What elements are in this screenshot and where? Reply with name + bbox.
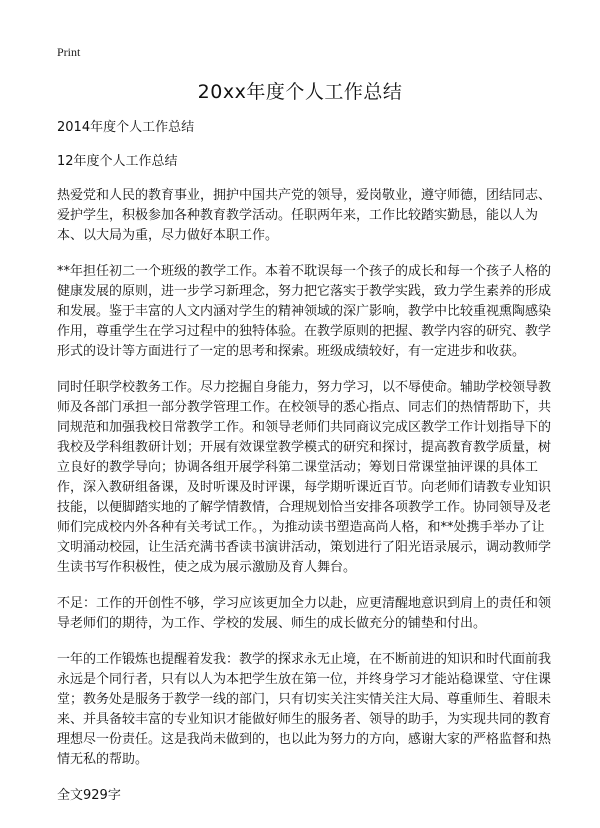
paragraph-shortcomings: 不足：工作的开创性不够，学习应该更加全力以赴，应更清醒地意识到肩上的责任和领导老师们的期待，为工作、学校的发展、师生的成长做充分的铺垫和付出。 <box>57 596 552 631</box>
paragraph-teaching: **年担任初二一个班级的教学工作。本着不耽误每一个孩子的成长和每一个孩子人格的健康发展的原则，进一步学习新理念，努力把它落实于教学实践，致力学生素养的形成和发展。鉴于丰富的人文内涵对学生的精神领域的深广影响，教学中比较重视熏陶感染作用，尊重学生在学习过程中的独特体验。在教学原则的把握、教学内容的研究、教学形式的设计等方面进行了一定的思考和探索。班级成绩较好，有一定进步和收获。 <box>57 264 552 359</box>
document-body <box>57 118 557 822</box>
subtitle-12: 12年度个人工作总结 <box>57 154 178 169</box>
paragraph-admin: 同时任职学校教务工作。尽力挖掘自身能力，努力学习，以不辱使命。辅助学校领导教师及各部门承担一部分教学管理工作。在校领导的悉心指点、同志们的热情帮助下，共同规范和加强我校日常教学工作。和领导老师们共同商议完成区教学工作计划指导下的我校及学科组教研计划；开展有效课堂教学模式的研究和探讨，提高教育教学质量，树立良好的教学导向；协调各组开展学科第二课堂活动；筹划日常课堂抽评课的具体工作，深入教研组备课，及时听课及时评课，每学期听课近百节。向老师们请教专业知识技能，以便脚踏实地的了解学情教情，合理规划恰当安排各项教学工作。协同领导及老师们完成校内外各种有关考试工作。，为推动读书塑造高尚人格，和**处携手举办了让文明涌动校园，让生活充满书香读书演讲活动，策划进行了阳光语录展示，调动教师学生读书写作积极性，使之成为展示激励及育人舞台。 <box>57 380 552 575</box>
page-title: 20xx年度个人工作总结 <box>197 81 403 103</box>
print-link[interactable]: Print <box>57 45 81 59</box>
word-count: 全文929字 <box>57 788 121 803</box>
paragraph-intro: 热爱党和人民的教育事业，拥护中国共产党的领导，爱岗敬业，遵守师德，团结同志、爱护学生，积极参加各种教育教学活动。任职两年来，工作比较踏实勤恳，能以人为本、以大局为重，尽力做好本职工作。 <box>57 188 552 243</box>
paragraph-conclusion: 一年的工作锻炼也提醒着发我：教学的探求永无止境，在不断前进的知识和时代面前我永远是个同行者，只有以人为本把学生放在第一位，并终身学习才能站稳课堂、守住课堂；教务处是服务于教学一线的部门，只有切实关注实情关注大局、尊重师生、着眼未来、并具备较丰富的专业知识才能做好师生的服务者、领导的助手，为实现共同的教育理想尽一份责任。这是我尚未做到的，也以此为努力的方向，感谢大家的严格监督和热情无私的帮助。 <box>57 652 552 767</box>
subtitle-2014: 2014年度个人工作总结 <box>57 120 195 135</box>
